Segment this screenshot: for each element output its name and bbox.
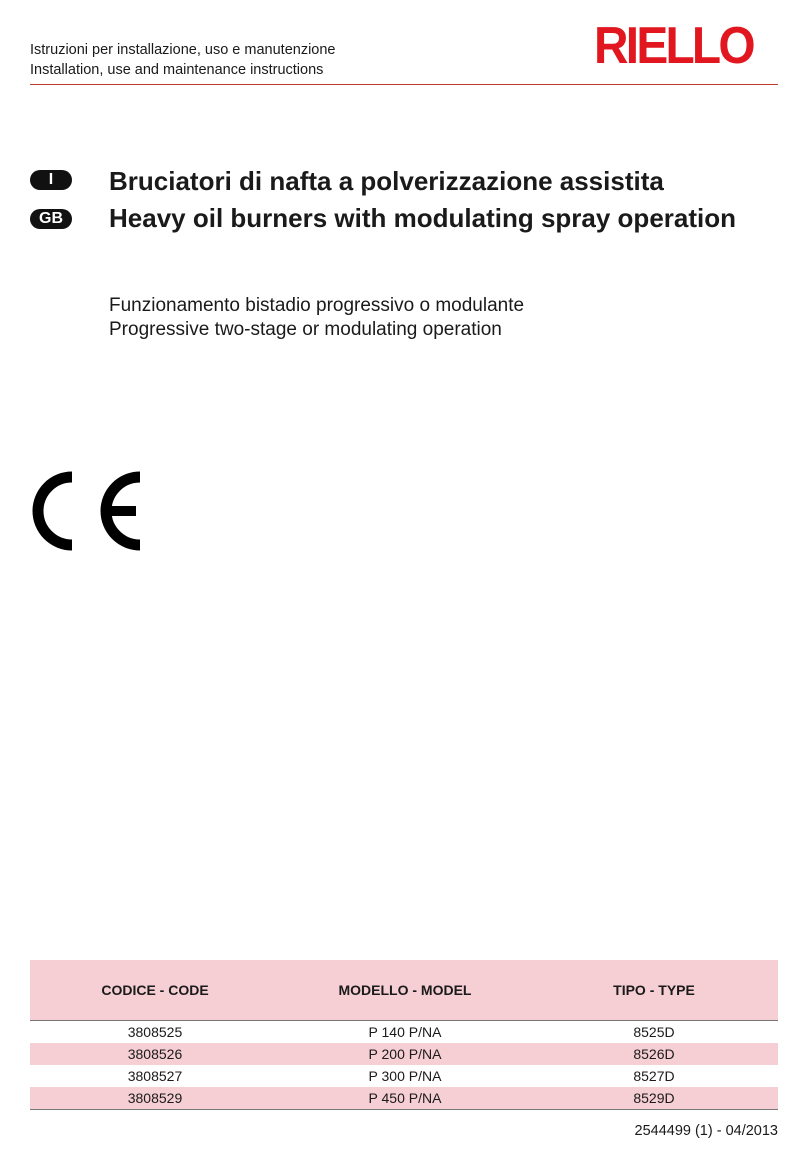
table-row <box>30 1087 778 1110</box>
table-header-row <box>30 960 778 1021</box>
cell-model: P 200 P/NA <box>280 1043 530 1065</box>
table-row <box>30 1065 778 1087</box>
cell-model: P 450 P/NA <box>280 1087 530 1110</box>
cell-model: P 300 P/NA <box>368 1068 442 1084</box>
header-instructions-it: Istruzioni per installazione, uso e manutenzione <box>30 42 336 58</box>
riello-logo: RIELLO <box>594 17 753 75</box>
cell-type: 8526D <box>530 1043 778 1065</box>
cell-code: 3808527 <box>127 1068 183 1084</box>
cell-type: 8529D <box>530 1087 778 1110</box>
cell-model: P 140 P/NA <box>368 1024 442 1040</box>
header-type: TIPO - TYPE <box>530 960 778 1021</box>
product-table <box>30 960 778 1110</box>
title-it: Bruciatori di nafta a polverizzazione assistita <box>109 166 664 196</box>
language-badge-it: I <box>30 170 72 190</box>
header-instructions-en: Installation, use and maintenance instructions <box>30 62 324 78</box>
header-divider <box>30 84 778 85</box>
cell-type: 8527D <box>633 1068 675 1084</box>
cell-code: 3808525 <box>127 1024 183 1040</box>
subtitle-en: Progressive two-stage or modulating operation <box>109 319 502 340</box>
ce-mark-icon <box>30 468 150 554</box>
header-model: MODELLO - MODEL <box>280 960 530 1021</box>
language-badge-gb: GB <box>30 209 72 229</box>
table-row <box>30 1021 778 1044</box>
table-row <box>30 1043 778 1065</box>
cell-code: 3808526 <box>30 1043 280 1065</box>
subtitle-it: Funzionamento bistadio progressivo o modulante <box>109 295 525 316</box>
document-reference: 2544499 (1) - 04/2013 <box>634 1123 778 1139</box>
cell-type: 8525D <box>633 1024 675 1040</box>
title-en: Heavy oil burners with modulating spray operation <box>109 203 736 233</box>
header-code: CODICE - CODE <box>30 960 280 1021</box>
cell-code: 3808529 <box>30 1087 280 1110</box>
